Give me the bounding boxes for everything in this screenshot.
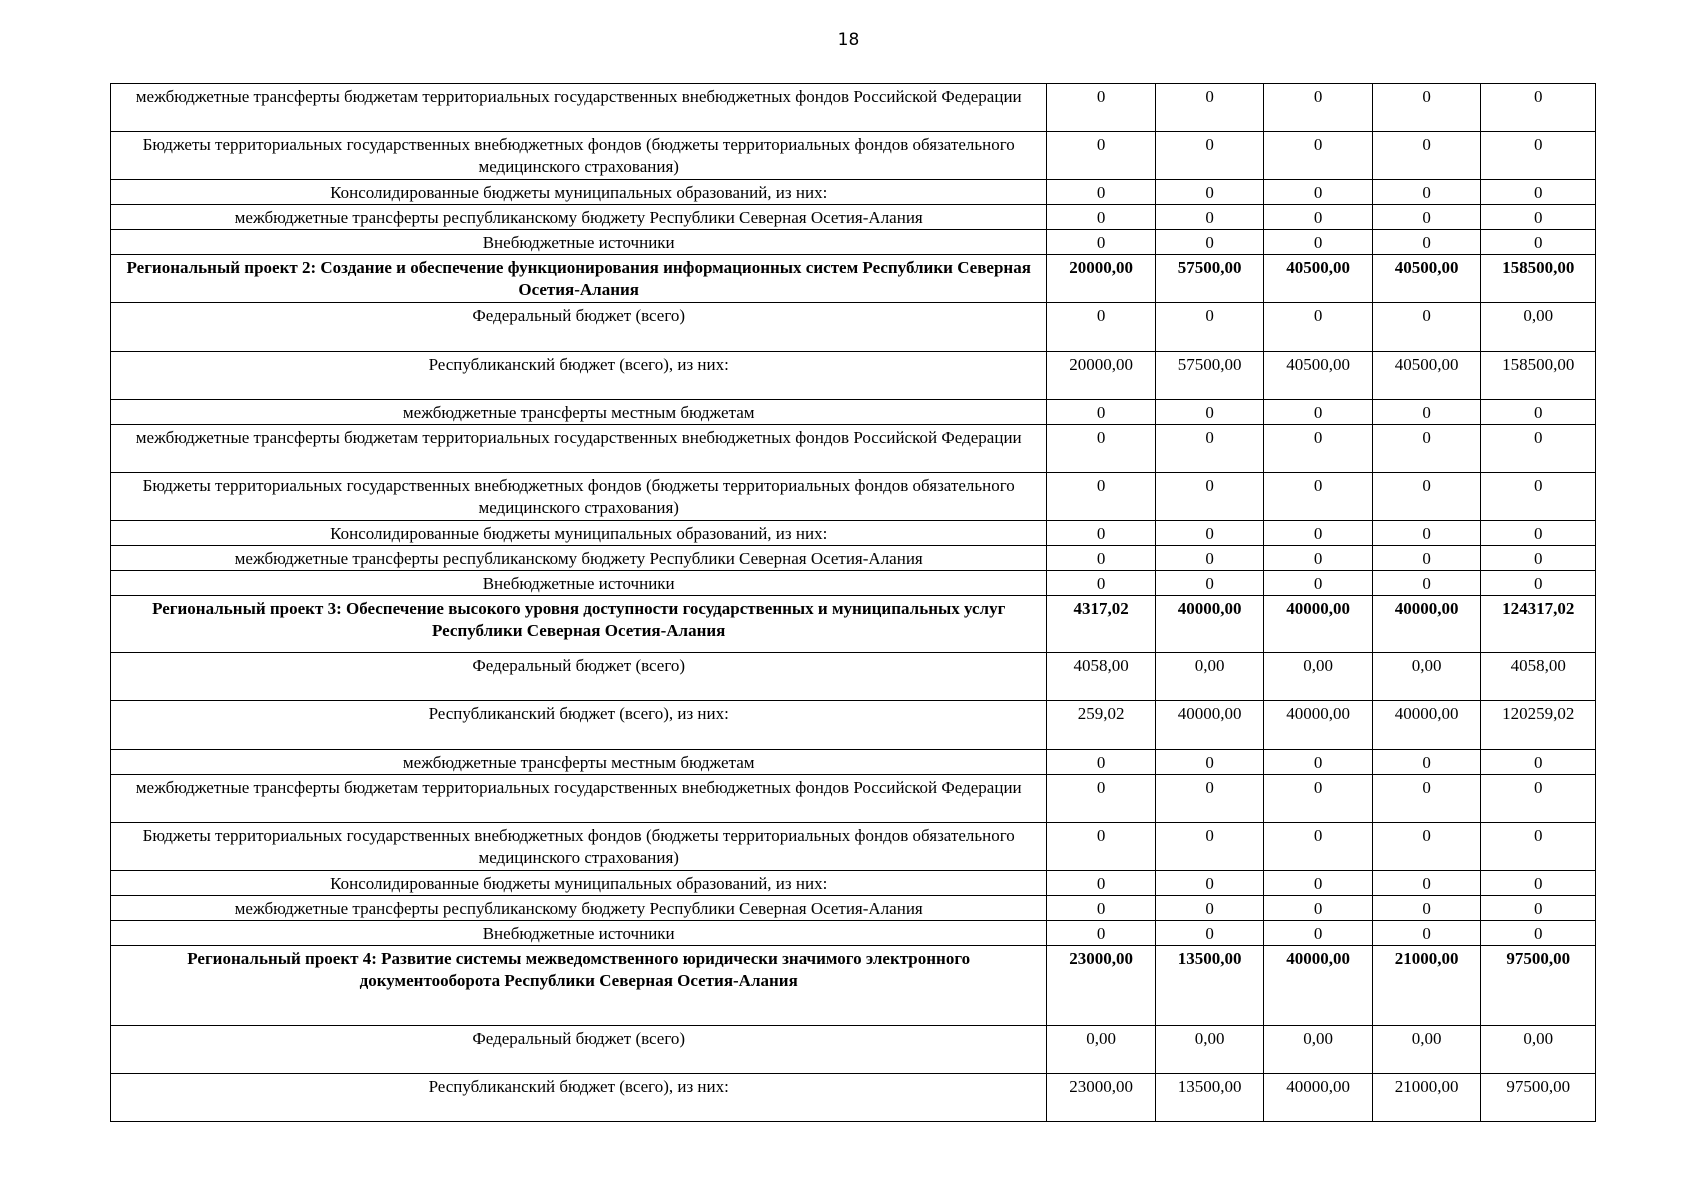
value-cell: 0 xyxy=(1047,425,1156,473)
row-label: межбюджетные трансферты местным бюджетам xyxy=(111,750,1047,775)
value-cell: 0 xyxy=(1372,571,1481,596)
value-cell: 0 xyxy=(1047,546,1156,571)
value-cell: 0 xyxy=(1047,230,1156,255)
value-cell: 0 xyxy=(1372,921,1481,946)
value-cell: 0 xyxy=(1264,823,1373,871)
value-cell: 40500,00 xyxy=(1372,255,1481,303)
value-cell: 0 xyxy=(1047,473,1156,521)
value-cell: 0 xyxy=(1264,473,1373,521)
value-cell: 0 xyxy=(1372,750,1481,775)
value-cell: 0 xyxy=(1372,775,1481,823)
value-cell: 0,00 xyxy=(1155,653,1264,701)
row-label: Бюджеты территориальных государственных внебюджетных фондов (бюджеты территориальных фондов обязательного медицинского страхования) xyxy=(111,823,1047,871)
table-row xyxy=(111,823,1596,871)
value-cell: 0 xyxy=(1047,400,1156,425)
table-row xyxy=(111,473,1596,521)
table-row xyxy=(111,84,1596,132)
row-label: Внебюджетные источники xyxy=(111,921,1047,946)
value-cell: 0 xyxy=(1481,473,1596,521)
value-cell: 40000,00 xyxy=(1155,596,1264,653)
table-row xyxy=(111,775,1596,823)
table-row xyxy=(111,871,1596,896)
value-cell: 0 xyxy=(1372,871,1481,896)
value-cell: 13500,00 xyxy=(1155,946,1264,1026)
value-cell: 40500,00 xyxy=(1264,352,1373,400)
value-cell: 0 xyxy=(1372,180,1481,205)
value-cell: 0 xyxy=(1264,521,1373,546)
value-cell: 0 xyxy=(1372,473,1481,521)
table-row xyxy=(111,946,1596,1026)
value-cell: 0 xyxy=(1372,521,1481,546)
value-cell: 0 xyxy=(1047,84,1156,132)
value-cell: 0 xyxy=(1155,400,1264,425)
row-label: межбюджетные трансферты местным бюджетам xyxy=(111,400,1047,425)
value-cell: 40000,00 xyxy=(1264,596,1373,653)
value-cell: 0 xyxy=(1047,132,1156,180)
table-row xyxy=(111,1074,1596,1122)
row-label: Внебюджетные источники xyxy=(111,230,1047,255)
table-row xyxy=(111,1026,1596,1074)
value-cell: 0 xyxy=(1155,303,1264,352)
value-cell: 0 xyxy=(1481,871,1596,896)
row-label: Федеральный бюджет (всего) xyxy=(111,1026,1047,1074)
value-cell: 0,00 xyxy=(1047,1026,1156,1074)
value-cell: 40500,00 xyxy=(1372,352,1481,400)
value-cell: 0 xyxy=(1047,205,1156,230)
table-row xyxy=(111,921,1596,946)
value-cell: 0 xyxy=(1481,400,1596,425)
value-cell: 0 xyxy=(1264,775,1373,823)
value-cell: 57500,00 xyxy=(1155,352,1264,400)
table-row xyxy=(111,571,1596,596)
value-cell: 0 xyxy=(1481,896,1596,921)
value-cell: 0 xyxy=(1481,921,1596,946)
value-cell: 0 xyxy=(1372,84,1481,132)
row-label: Федеральный бюджет (всего) xyxy=(111,653,1047,701)
value-cell: 0 xyxy=(1155,132,1264,180)
value-cell: 0 xyxy=(1264,921,1373,946)
value-cell: 0 xyxy=(1372,205,1481,230)
value-cell: 23000,00 xyxy=(1047,1074,1156,1122)
row-label: Федеральный бюджет (всего) xyxy=(111,303,1047,352)
value-cell: 0 xyxy=(1481,823,1596,871)
value-cell: 0 xyxy=(1155,425,1264,473)
value-cell: 0 xyxy=(1155,546,1264,571)
value-cell: 0 xyxy=(1155,230,1264,255)
value-cell: 0 xyxy=(1155,571,1264,596)
value-cell: 0 xyxy=(1155,205,1264,230)
value-cell: 0 xyxy=(1481,205,1596,230)
value-cell: 0 xyxy=(1047,775,1156,823)
value-cell: 0 xyxy=(1047,303,1156,352)
value-cell: 0 xyxy=(1264,871,1373,896)
value-cell: 40000,00 xyxy=(1264,946,1373,1026)
value-cell: 0 xyxy=(1047,921,1156,946)
row-label: Консолидированные бюджеты муниципальных образований, из них: xyxy=(111,871,1047,896)
table-row xyxy=(111,750,1596,775)
row-label: Республиканский бюджет (всего), из них: xyxy=(111,352,1047,400)
value-cell: 40000,00 xyxy=(1264,1074,1373,1122)
value-cell: 0 xyxy=(1047,750,1156,775)
value-cell: 0,00 xyxy=(1372,653,1481,701)
value-cell: 0 xyxy=(1264,750,1373,775)
value-cell: 0 xyxy=(1264,896,1373,921)
row-label: Республиканский бюджет (всего), из них: xyxy=(111,1074,1047,1122)
table-row xyxy=(111,546,1596,571)
budget-table-body xyxy=(111,84,1596,1122)
value-cell: 158500,00 xyxy=(1481,352,1596,400)
value-cell: 0 xyxy=(1155,775,1264,823)
value-cell: 0 xyxy=(1372,303,1481,352)
value-cell: 0 xyxy=(1481,546,1596,571)
value-cell: 0 xyxy=(1264,400,1373,425)
value-cell: 0 xyxy=(1155,896,1264,921)
value-cell: 0 xyxy=(1047,823,1156,871)
value-cell: 0 xyxy=(1264,180,1373,205)
value-cell: 0,00 xyxy=(1481,1026,1596,1074)
value-cell: 0 xyxy=(1264,571,1373,596)
value-cell: 0 xyxy=(1372,230,1481,255)
value-cell: 0 xyxy=(1481,775,1596,823)
table-row xyxy=(111,352,1596,400)
value-cell: 120259,02 xyxy=(1481,701,1596,750)
table-row xyxy=(111,521,1596,546)
value-cell: 0 xyxy=(1372,400,1481,425)
value-cell: 4317,02 xyxy=(1047,596,1156,653)
row-label: Республиканский бюджет (всего), из них: xyxy=(111,701,1047,750)
value-cell: 0 xyxy=(1264,425,1373,473)
value-cell: 0 xyxy=(1481,180,1596,205)
row-label: межбюджетные трансферты бюджетам территориальных государственных внебюджетных фондов Российской Федерации xyxy=(111,84,1047,132)
row-label: межбюджетные трансферты республиканскому бюджету Республики Северная Осетия-Алания xyxy=(111,546,1047,571)
value-cell: 0 xyxy=(1155,750,1264,775)
value-cell: 0 xyxy=(1481,230,1596,255)
row-label: Региональный проект 2: Создание и обеспечение функционирования информационных систем Республики Северная Осетия-Алания xyxy=(111,255,1047,303)
value-cell: 20000,00 xyxy=(1047,255,1156,303)
value-cell: 0 xyxy=(1155,473,1264,521)
value-cell: 40000,00 xyxy=(1372,701,1481,750)
table-row xyxy=(111,701,1596,750)
value-cell: 40500,00 xyxy=(1264,255,1373,303)
value-cell: 0 xyxy=(1155,823,1264,871)
value-cell: 0 xyxy=(1481,84,1596,132)
value-cell: 0 xyxy=(1155,871,1264,896)
row-label: Консолидированные бюджеты муниципальных образований, из них: xyxy=(111,180,1047,205)
value-cell: 4058,00 xyxy=(1481,653,1596,701)
row-label: межбюджетные трансферты республиканскому бюджету Республики Северная Осетия-Алания xyxy=(111,896,1047,921)
value-cell: 0 xyxy=(1264,230,1373,255)
value-cell: 97500,00 xyxy=(1481,1074,1596,1122)
table-row xyxy=(111,303,1596,352)
value-cell: 0 xyxy=(1481,750,1596,775)
table-row xyxy=(111,596,1596,653)
table-row xyxy=(111,205,1596,230)
value-cell: 0 xyxy=(1155,521,1264,546)
row-label: Консолидированные бюджеты муниципальных образований, из них: xyxy=(111,521,1047,546)
value-cell: 0,00 xyxy=(1264,1026,1373,1074)
value-cell: 0 xyxy=(1047,521,1156,546)
table-row xyxy=(111,180,1596,205)
value-cell: 0 xyxy=(1372,425,1481,473)
value-cell: 97500,00 xyxy=(1481,946,1596,1026)
value-cell: 0 xyxy=(1372,546,1481,571)
table-row xyxy=(111,255,1596,303)
value-cell: 0 xyxy=(1481,571,1596,596)
value-cell: 0 xyxy=(1264,303,1373,352)
value-cell: 0 xyxy=(1155,84,1264,132)
value-cell: 4058,00 xyxy=(1047,653,1156,701)
value-cell: 0 xyxy=(1047,896,1156,921)
value-cell: 40000,00 xyxy=(1372,596,1481,653)
table-row xyxy=(111,230,1596,255)
value-cell: 0 xyxy=(1481,425,1596,473)
budget-table xyxy=(110,83,1596,1122)
row-label: Бюджеты территориальных государственных внебюджетных фондов (бюджеты территориальных фондов обязательного медицинского страхования) xyxy=(111,132,1047,180)
value-cell: 0 xyxy=(1481,132,1596,180)
value-cell: 0 xyxy=(1372,132,1481,180)
value-cell: 0,00 xyxy=(1481,303,1596,352)
row-label: межбюджетные трансферты республиканскому бюджету Республики Северная Осетия-Алания xyxy=(111,205,1047,230)
value-cell: 0 xyxy=(1264,84,1373,132)
table-row xyxy=(111,653,1596,701)
value-cell: 20000,00 xyxy=(1047,352,1156,400)
row-label: межбюджетные трансферты бюджетам территориальных государственных внебюджетных фондов Российской Федерации xyxy=(111,425,1047,473)
value-cell: 158500,00 xyxy=(1481,255,1596,303)
value-cell: 0 xyxy=(1155,921,1264,946)
value-cell: 57500,00 xyxy=(1155,255,1264,303)
value-cell: 0 xyxy=(1481,521,1596,546)
value-cell: 0 xyxy=(1264,132,1373,180)
row-label: Региональный проект 4: Развитие системы межведомственного юридически значимого электронного документооборота Республики Северная Осетия-Алания xyxy=(111,946,1047,1026)
table-row xyxy=(111,400,1596,425)
page-number: 18 xyxy=(837,30,860,50)
value-cell: 40000,00 xyxy=(1264,701,1373,750)
value-cell: 0 xyxy=(1264,205,1373,230)
value-cell: 0 xyxy=(1047,571,1156,596)
row-label: Региональный проект 3: Обеспечение высокого уровня доступности государственных и муниципальных услуг Республики Северная Осетия-Алания xyxy=(111,596,1047,653)
value-cell: 0 xyxy=(1155,180,1264,205)
table-row xyxy=(111,425,1596,473)
value-cell: 0 xyxy=(1047,871,1156,896)
value-cell: 0,00 xyxy=(1372,1026,1481,1074)
value-cell: 0 xyxy=(1264,546,1373,571)
value-cell: 13500,00 xyxy=(1155,1074,1264,1122)
value-cell: 0,00 xyxy=(1155,1026,1264,1074)
value-cell: 124317,02 xyxy=(1481,596,1596,653)
value-cell: 0 xyxy=(1372,823,1481,871)
value-cell: 21000,00 xyxy=(1372,1074,1481,1122)
value-cell: 0 xyxy=(1372,896,1481,921)
value-cell: 0,00 xyxy=(1264,653,1373,701)
value-cell: 23000,00 xyxy=(1047,946,1156,1026)
value-cell: 0 xyxy=(1047,180,1156,205)
row-label: межбюджетные трансферты бюджетам территориальных государственных внебюджетных фондов Российской Федерации xyxy=(111,775,1047,823)
table-row xyxy=(111,132,1596,180)
row-label: Внебюджетные источники xyxy=(111,571,1047,596)
value-cell: 40000,00 xyxy=(1155,701,1264,750)
row-label: Бюджеты территориальных государственных внебюджетных фондов (бюджеты территориальных фондов обязательного медицинского страхования) xyxy=(111,473,1047,521)
value-cell: 21000,00 xyxy=(1372,946,1481,1026)
table-row xyxy=(111,896,1596,921)
value-cell: 259,02 xyxy=(1047,701,1156,750)
